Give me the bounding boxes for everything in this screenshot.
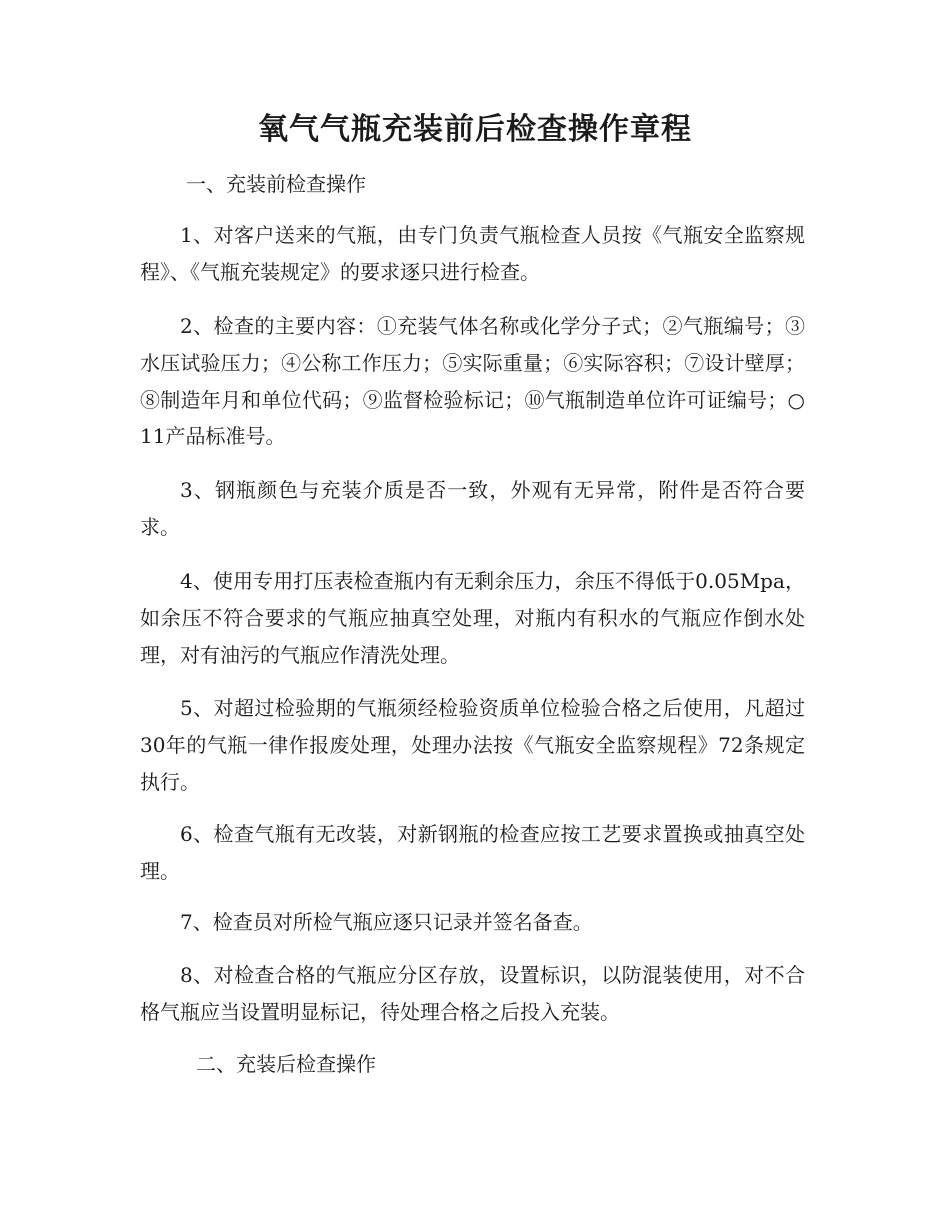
paragraph-2: 2、检查的主要内容：①充装气体名称或化学分子式；②气瓶编号；③水压试验压力；④公称工作压力；⑤实际重量；⑥实际容积；⑦设计壁厚；⑧制造年月和单位代码；⑨监督检验标记；⑩气瓶制造单位许可证编号；○11产品标准号。 [140, 314, 805, 449]
paragraph-8: 8、对检查合格的气瓶应分区存放，设置标识，以防混装使用，对不合格气瓶应当设置明显标记，待处理合格之后投入充装。 [140, 963, 805, 1024]
paragraph-3: 3、钢瓶颜色与充装介质是否一致，外观有无异常，附件是否符合要求。 [140, 478, 805, 539]
section-heading-before-filling: 一、充装前检查操作 [186, 172, 366, 196]
document-title: 氧气气瓶充装前后检查操作章程 [258, 112, 692, 147]
paragraph-1: 1、对客户送来的气瓶，由专门负责气瓶检查人员按《气瓶安全监察规程》、《气瓶充装规定》的要求逐只进行检查。 [140, 223, 805, 284]
paragraph-5: 5、对超过检验期的气瓶须经检验资质单位检验合格之后使用，凡超过30年的气瓶一律作报废处理，处理办法按《气瓶安全监察规程》72条规定执行。 [140, 696, 805, 794]
paragraph-7: 7、检查员对所检气瓶应逐只记录并签名备查。 [180, 910, 593, 934]
paragraph-6: 6、检查气瓶有无改装，对新钢瓶的检查应按工艺要求置换或抽真空处理。 [140, 822, 805, 883]
section-heading-after-filling: 二、充装后检查操作 [196, 1052, 376, 1076]
paragraph-4: 4、使用专用打压表检查瓶内有无剩余压力，余压不得低于0.05Mpa，如余压不符合要求的气瓶应抽真空处理，对瓶内有积水的气瓶应作倒水处理，对有油污的气瓶应作清洗处理。 [140, 569, 805, 667]
